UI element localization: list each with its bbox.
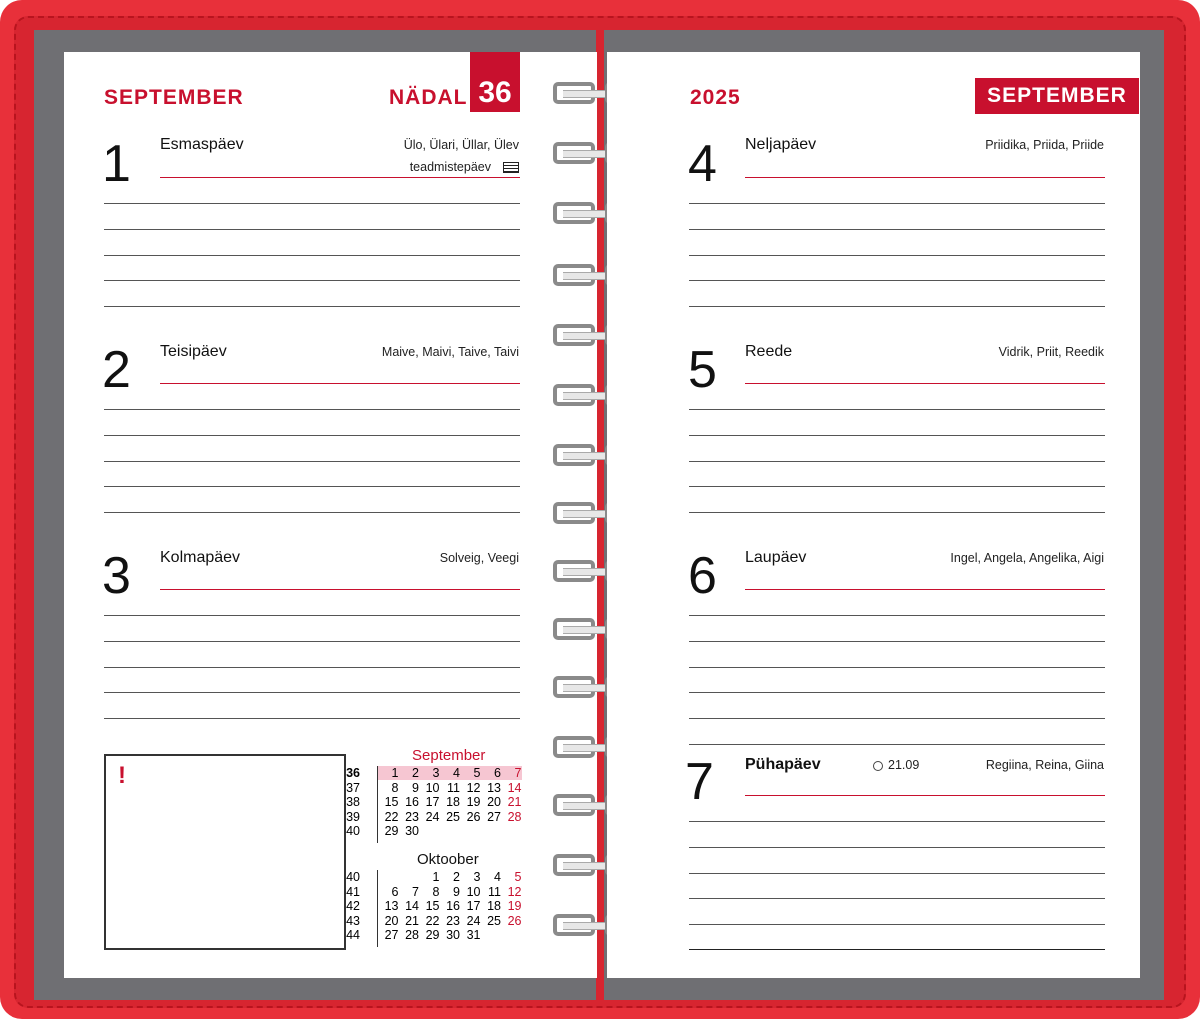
mini-cal-day: 4: [453, 766, 460, 780]
writing-line: [689, 280, 1105, 281]
mini-cal-day: 9: [412, 780, 419, 795]
mini-cal-week-row: [378, 870, 522, 884]
mini-cal-day: 31: [466, 928, 481, 942]
mini-cal-day: 25: [446, 809, 460, 824]
mini-cal-week-row: [378, 766, 522, 780]
holiday-label: teadmistepäev: [409, 160, 491, 174]
day-name: Kolmapäev: [160, 549, 241, 566]
day-name: Reede: [745, 343, 793, 360]
mini-cal-day: 7: [514, 766, 522, 780]
week-label: NÄDAL: [389, 86, 468, 109]
right-month-badge: SEPTEMBER: [975, 78, 1139, 114]
writing-line: [104, 692, 520, 693]
mini-cal-day: 2: [453, 870, 460, 884]
writing-line: [689, 486, 1105, 487]
mini-cal-day: 20: [487, 795, 501, 809]
mini-cal-day: [501, 824, 522, 838]
day-number: 5: [688, 341, 717, 399]
writing-line: [689, 949, 1105, 950]
mini-cal-day: [419, 824, 440, 838]
day-number: 2: [102, 341, 131, 399]
day-separator: [160, 383, 520, 384]
writing-line: [104, 461, 520, 462]
writing-line: [689, 615, 1105, 616]
day-number-sunday: 7: [685, 753, 714, 811]
day-separator: [745, 795, 1105, 796]
writing-line: [689, 847, 1105, 848]
day-separator: [745, 589, 1105, 590]
writing-line: [689, 512, 1105, 513]
mini-cal-week-number: 40: [346, 870, 360, 884]
mini-cal-week-number: 36: [346, 766, 360, 780]
mini-cal-day: 2: [412, 766, 419, 780]
writing-line: [689, 409, 1105, 410]
mini-cal-day: 21: [507, 795, 522, 809]
mini-cal-week-number: 39: [346, 809, 360, 824]
day-number: 3: [102, 547, 131, 605]
day-number: 4: [688, 135, 717, 193]
mini-cal-day: 10: [466, 884, 481, 899]
mini-cal-week-number: 40: [346, 824, 360, 838]
mini-cal-day: 15: [384, 795, 399, 809]
mini-cal-day: [501, 928, 522, 942]
mini-cal-day: 29: [384, 824, 399, 838]
mini-cal-week-row: [378, 795, 522, 809]
mini-cal-day: [440, 824, 461, 838]
writing-line: [104, 512, 520, 513]
mini-cal-week-row: [378, 885, 522, 899]
mini-cal-day: 6: [391, 884, 399, 899]
mini-cal-day: 11: [488, 884, 501, 899]
mini-cal-day: 27: [487, 809, 501, 824]
day-name: Esmaspäev: [160, 136, 244, 153]
mini-cal-week-number: 38: [346, 795, 360, 809]
mini-cal-day: 3: [432, 766, 440, 780]
day-separator: [745, 383, 1105, 384]
writing-line: [104, 486, 520, 487]
mini-cal-day: [481, 928, 502, 942]
day-separator: [160, 589, 520, 590]
moon-phase-date: 21.09: [888, 758, 920, 772]
mini-cal-day: 29: [425, 928, 440, 942]
writing-line: [689, 203, 1105, 204]
mini-cal-day: [378, 870, 399, 884]
writing-line: [689, 255, 1105, 256]
mini-cal-day: 5: [514, 870, 522, 884]
mini-cal-day: [481, 824, 502, 838]
mini-cal-day: 3: [473, 870, 481, 884]
writing-line: [689, 898, 1105, 899]
day-name-sunday: Pühapäev: [745, 756, 821, 773]
writing-line: [689, 667, 1105, 668]
writing-line: [689, 641, 1105, 642]
mini-cal-day: 28: [507, 809, 522, 824]
mini-cal-day: 27: [384, 928, 399, 942]
notes-mark: !: [118, 762, 126, 789]
mini-cal-week-row: [378, 914, 522, 928]
writing-line: [104, 615, 520, 616]
mini-cal-day: 26: [507, 913, 522, 928]
day-name: Teisipäev: [160, 343, 227, 360]
day-name: Neljapäev: [745, 136, 817, 153]
mini-cal-day: 1: [391, 766, 399, 780]
mini-cal-week-row: [378, 899, 522, 913]
mini-cal-day: 10: [425, 780, 440, 795]
writing-line: [689, 306, 1105, 307]
mini-cal-day: 14: [405, 899, 419, 913]
writing-line: [689, 461, 1105, 462]
mini-cal-day: 11: [447, 780, 460, 795]
mini-cal-week-number: 43: [346, 913, 360, 928]
mini-cal-day: 6: [494, 766, 501, 780]
mini-cal-day: 5: [473, 766, 481, 780]
mini-cal-day: 16: [405, 795, 419, 809]
mini-cal-day: 30: [405, 824, 419, 838]
writing-line: [689, 692, 1105, 693]
writing-line: [104, 718, 520, 719]
mini-cal-day: 26: [466, 809, 481, 824]
mini-cal-day: 25: [487, 913, 501, 928]
mini-cal-day: [399, 870, 420, 884]
left-page: [64, 52, 597, 978]
mini-cal-week-row: [378, 781, 522, 795]
left-month-header: SEPTEMBER: [104, 86, 244, 109]
mini-cal-day: 12: [466, 780, 481, 795]
day-separator: [745, 177, 1105, 178]
name-days: Regiina, Reina, Giina: [985, 758, 1104, 772]
mini-cal-day: [460, 824, 481, 838]
mini-cal-day: 17: [425, 795, 440, 809]
moon-phase-icon: [873, 761, 883, 771]
mini-cal-day: 8: [432, 884, 440, 899]
mini-cal-week-row: [378, 824, 522, 838]
writing-line: [689, 744, 1105, 745]
mini-cal-week-number: 44: [346, 928, 360, 942]
mini-cal-day: 1: [432, 870, 440, 884]
mini-cal-day: 23: [446, 913, 460, 928]
writing-line: [689, 924, 1105, 925]
writing-line: [689, 873, 1105, 874]
day-number: 1: [102, 135, 131, 193]
mini-cal-day: 12: [507, 884, 522, 899]
name-days: Maive, Maivi, Taive, Taivi: [381, 345, 519, 359]
writing-line: [104, 306, 520, 307]
mini-cal-day: 8: [391, 780, 399, 795]
mini-cal-day: 15: [425, 899, 440, 913]
mini-cal-day: 28: [405, 928, 419, 942]
mini-cal-day: 30: [446, 928, 460, 942]
writing-line: [104, 255, 520, 256]
writing-line: [689, 821, 1105, 822]
writing-line: [104, 229, 520, 230]
mini-cal-day: 4: [494, 870, 501, 884]
mini-cal-day: 19: [507, 899, 522, 913]
mini-cal-week-row: [378, 810, 522, 824]
name-days: Vidrik, Priit, Reedik: [998, 345, 1104, 359]
mini-cal-day: 13: [384, 899, 399, 913]
year-header: 2025: [690, 86, 741, 109]
name-days: Solveig, Veegi: [439, 551, 519, 565]
writing-line: [104, 667, 520, 668]
mini-cal-week-number: 41: [346, 884, 360, 899]
day-separator: [160, 177, 520, 178]
name-days: Priidika, Priida, Priide: [985, 138, 1104, 152]
mini-cal-day: 22: [425, 913, 440, 928]
writing-line: [104, 641, 520, 642]
week-number-badge: 36: [470, 52, 520, 112]
mini-cal-day: 21: [405, 913, 419, 928]
mini-cal-day: 17: [466, 899, 481, 913]
writing-line: [104, 409, 520, 410]
day-name: Laupäev: [745, 549, 807, 566]
mini-cal-day: 16: [446, 899, 460, 913]
writing-line: [104, 435, 520, 436]
writing-line: [104, 203, 520, 204]
mini-cal-day: 18: [446, 795, 460, 809]
right-page: [607, 52, 1140, 978]
mini-cal-day: 24: [425, 809, 440, 824]
writing-line: [689, 718, 1105, 719]
mini-cal-day: 19: [466, 795, 481, 809]
writing-line: [689, 229, 1105, 230]
name-days: Ülo, Ülari, Üllar, Ülev: [403, 138, 519, 152]
mini-cal-day: 23: [405, 809, 419, 824]
day-number: 6: [688, 547, 717, 605]
mini-cal-day: 24: [466, 913, 481, 928]
mini-cal-title-september: September: [412, 747, 486, 764]
mini-cal-day: 14: [507, 780, 522, 795]
mini-cal-day: 9: [453, 884, 460, 899]
writing-line: [689, 435, 1105, 436]
mini-cal-day: 20: [384, 913, 399, 928]
mini-cal-week-number: 42: [346, 899, 360, 913]
mini-cal-day: 22: [384, 809, 399, 824]
name-days: Ingel, Angela, Angelika, Aigi: [950, 551, 1104, 565]
mini-cal-title-oktoober: Oktoober: [417, 851, 479, 868]
mini-cal-week-number: 37: [346, 780, 360, 795]
writing-line: [104, 280, 520, 281]
mini-cal-day: 18: [487, 899, 501, 913]
mini-cal-day: 7: [412, 884, 419, 899]
mini-cal-day: 13: [487, 780, 501, 795]
flag-icon: [503, 162, 519, 173]
mini-cal-week-row: [378, 928, 522, 942]
notes-box: [104, 754, 346, 950]
